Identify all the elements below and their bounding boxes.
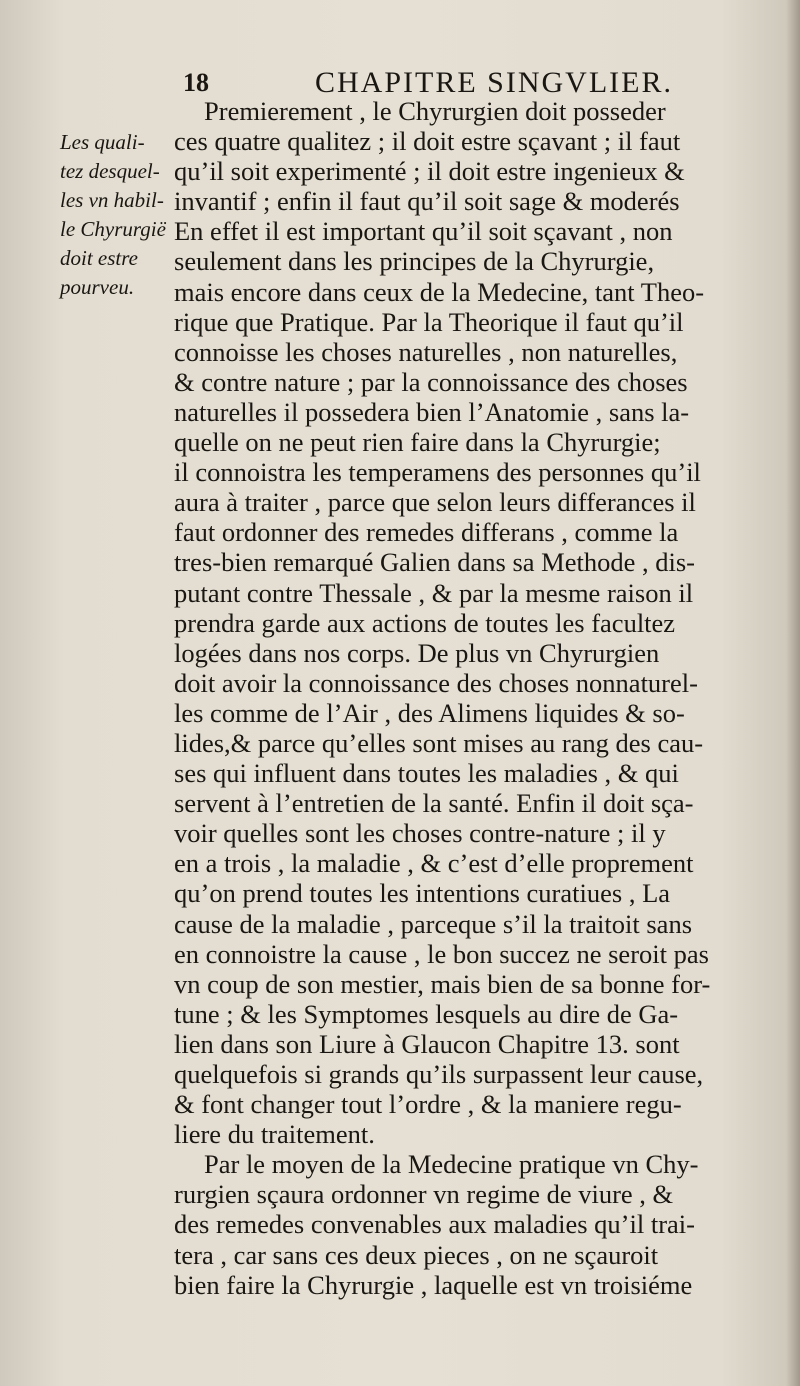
body-text: [174, 96, 774, 1300]
text-line: logées dans nos corps. De plus vn Chyrurgien: [174, 637, 660, 668]
margin-note-line: tez desquel-: [60, 159, 160, 183]
text-line: bien faire la Chyrurgie , laquelle est vn troisiéme: [174, 1269, 693, 1300]
margin-note-line: Les quali-: [60, 130, 145, 154]
text-line: seulement dans les principes de la Chyrurgie,: [174, 246, 655, 277]
text-line: quelquefois si grands qu’ils surpassent leur cause,: [174, 1059, 704, 1089]
text-line: invantif ; enfin il faut qu’il soit sage & moderés: [174, 186, 680, 217]
text-line: lides,& parce qu’elles sont mises au rang des cau-: [174, 727, 704, 758]
text-line: En effet il est important qu’il soit sçavant , non: [174, 216, 673, 247]
text-line: lien dans son Liure à Glaucon Chapitre 13. sont: [174, 1028, 680, 1059]
text-line: faut ordonner des remedes differans , comme la: [174, 517, 679, 548]
text-line: quelle on ne peut rien faire dans la Chyrurgie;: [174, 427, 661, 458]
running-head: CHAPITRE SINGVLIER.: [315, 66, 673, 99]
text-line: tres-bien remarqué Galien dans sa Methode , dis-: [174, 547, 695, 578]
text-line: prendra garde aux actions de toutes les facultez: [174, 607, 676, 638]
text-line: naturelles il possedera bien l’Anatomie , sans la-: [174, 396, 690, 427]
text-line: connoisse les choses naturelles , non naturelles,: [174, 336, 678, 367]
text-line: qu’il soit experimenté ; il doit estre ingenieux &: [174, 156, 685, 187]
text-line: voir quelles sont les choses contre-nature ; il y: [174, 818, 666, 849]
text-line: les comme de l’Air , des Alimens liquides & so-: [174, 697, 685, 728]
text-line: liere du traitement.: [174, 1119, 375, 1150]
text-line: mais encore dans ceux de la Medecine, tant Theo-: [174, 276, 705, 307]
text-line: tera , car sans ces deux pieces , on ne sçauroit: [174, 1239, 659, 1270]
text-line: rurgien sçaura ordonner vn regime de viure , &: [174, 1179, 674, 1210]
text-line: ces quatre qualitez ; il doit estre sçavant ; il faut: [174, 126, 681, 157]
text-line: Par le moyen de la Medecine pratique vn Chy-: [204, 1149, 699, 1180]
text-line: rique que Pratique. Par la Theorique il faut qu’il: [174, 306, 684, 337]
text-line: servent à l’entretien de la santé. Enfin il doit sça-: [174, 788, 694, 819]
text-line: aura à traiter , parce que selon leurs differances il: [174, 487, 696, 518]
text-line: Premierement , le Chyrurgien doit posseder: [204, 96, 666, 126]
margin-note: [60, 128, 178, 302]
text-line: ses qui influent dans toutes les maladies , & qui: [174, 758, 679, 789]
page-number: 18: [183, 68, 209, 97]
page-gutter-shadow: [786, 0, 800, 1386]
margin-note-line: les vn habil-: [60, 188, 164, 212]
text-line: en a trois , la maladie , & c’est d’elle proprement: [174, 848, 694, 879]
margin-note-line: le Chyrurgië: [60, 217, 166, 241]
text-line: & contre nature ; par la connoissance des choses: [174, 366, 688, 397]
text-line: il connoistra les temperamens des personnes qu’il: [174, 457, 701, 488]
text-line: tune ; & les Symptomes lesquels au dire de Ga-: [174, 998, 679, 1029]
text-line: qu’on prend toutes les intentions curatiues , La: [174, 878, 671, 909]
text-line: putant contre Thessale , & par la mesme raison il: [174, 577, 694, 608]
text-line: & font changer tout l’ordre , & la maniere regu-: [174, 1089, 682, 1120]
text-line: des remedes convenables aux maladies qu’il trai-: [174, 1209, 695, 1240]
text-line: vn coup de son mestier, mais bien de sa bonne for-: [174, 968, 711, 999]
text-line: doit avoir la connoissance des choses nonnaturel-: [174, 667, 698, 698]
text-line: en connoistre la cause , le bon succez ne seroit pas: [174, 938, 709, 969]
text-line: cause de la maladie , parceque s’il la traitoit sans: [174, 908, 693, 939]
margin-note-line: pourveu.: [60, 275, 135, 299]
margin-note-line: doit estre: [60, 246, 138, 270]
